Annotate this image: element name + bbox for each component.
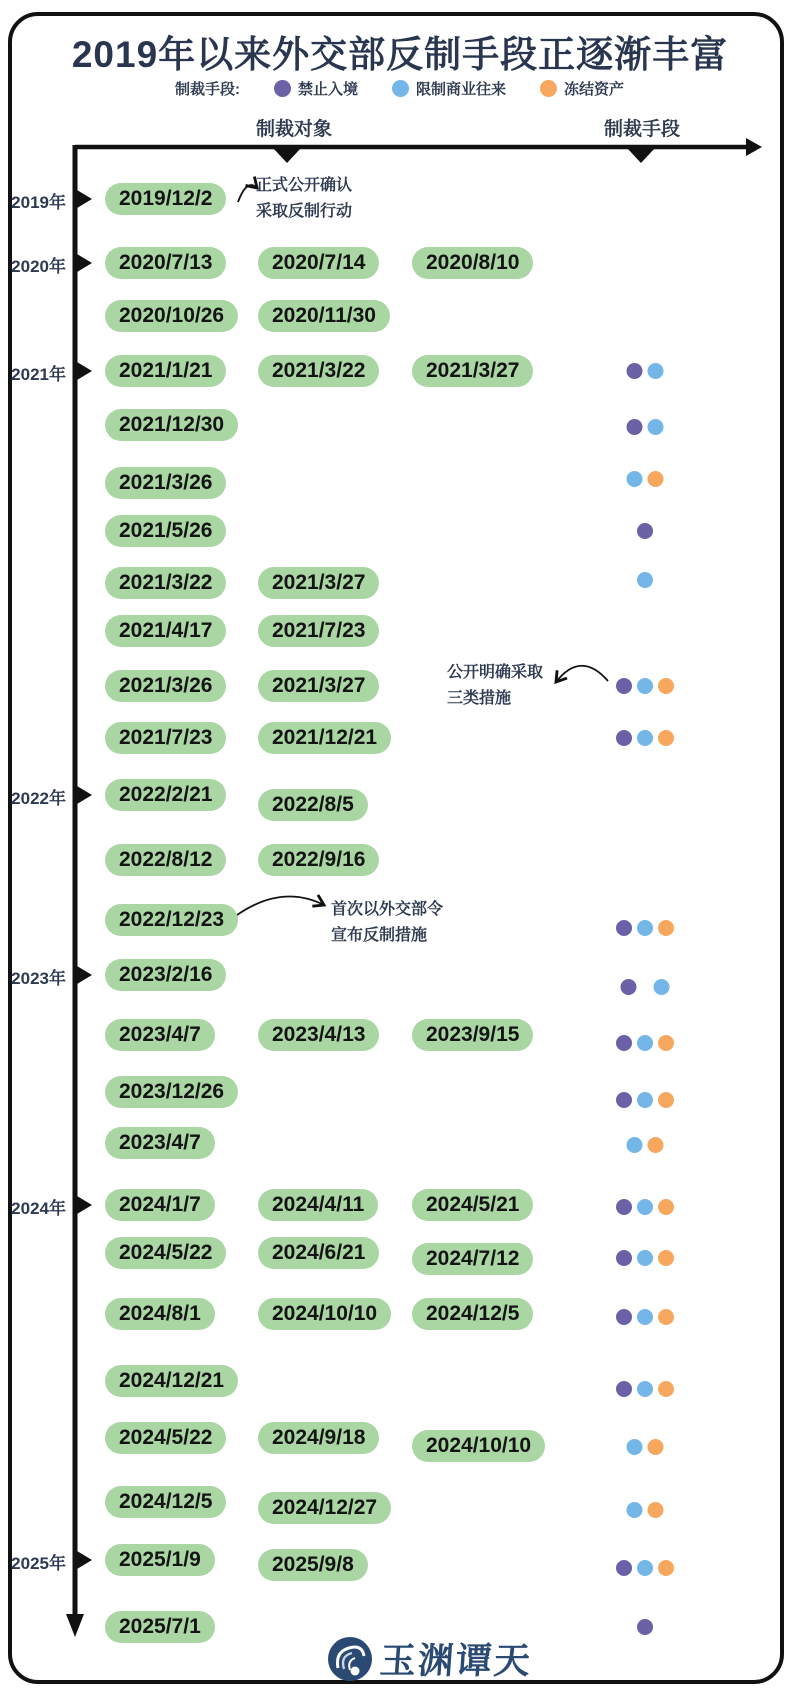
business-measure-dot-icon (637, 1309, 653, 1325)
ban-measure-dot-icon (616, 678, 632, 694)
wave-logo-icon (328, 1637, 372, 1681)
measure-dots (627, 363, 664, 379)
year-label: 2023年 (11, 969, 66, 988)
measure-dots (616, 678, 674, 694)
year-label: 2022年 (11, 789, 66, 808)
measure-dots (621, 979, 670, 995)
year-tick-icon (77, 190, 92, 208)
date-pill: 2021/3/26 (105, 670, 226, 702)
year-tick-icon (77, 1551, 92, 1569)
measure-dots (616, 920, 674, 936)
year-label: 2025年 (11, 1554, 66, 1573)
measure-dots (616, 730, 674, 746)
ban-measure-dot-icon (616, 730, 632, 746)
business-measure-dot-icon (637, 1250, 653, 1266)
business-measure-dot-icon (637, 1092, 653, 1108)
date-pill: 2024/12/21 (105, 1365, 238, 1397)
date-pill: 2025/1/9 (105, 1544, 215, 1576)
date-pill: 2024/5/21 (412, 1189, 533, 1221)
brand-logo-text: 玉渊谭天 (378, 1640, 534, 1682)
business-measure-dot-icon (637, 1381, 653, 1397)
date-pill: 2021/3/22 (105, 567, 226, 599)
date-pill: 2021/3/22 (258, 355, 379, 387)
freeze-measure-dot-icon (658, 1560, 674, 1576)
date-pill: 2022/8/12 (105, 844, 226, 876)
freeze-measure-dot-icon (658, 730, 674, 746)
freeze-measure-dot-icon (658, 678, 674, 694)
date-pill: 2021/4/17 (105, 615, 226, 647)
freeze-measure-dot-icon (658, 1035, 674, 1051)
business-measure-dot-icon (627, 1502, 643, 1518)
annotation-line: 宣布反制措施 (331, 927, 428, 944)
date-pill: 2024/8/1 (105, 1298, 215, 1330)
date-pill: 2024/4/11 (258, 1189, 378, 1221)
ban-measure-dot-icon (616, 920, 632, 936)
date-pill: 2024/5/22 (105, 1422, 226, 1454)
freeze-measure-dot-icon (648, 1439, 664, 1455)
ban-measure-dot-icon (616, 1092, 632, 1108)
business-measure-dot-icon (637, 1560, 653, 1576)
measure-dots (627, 1502, 664, 1518)
date-pill: 2024/1/7 (105, 1189, 215, 1221)
ban-measure-dot-icon (627, 363, 643, 379)
business-measure-dot-icon (627, 471, 643, 487)
annotation-line: 采取反制行动 (256, 203, 353, 220)
business-measure-dot-icon (627, 1137, 643, 1153)
year-label: 2021年 (11, 365, 66, 384)
ban-measure-dot-icon (637, 523, 653, 539)
date-pill: 2023/4/7 (105, 1019, 215, 1051)
date-pill: 2019/12/2 (105, 183, 226, 215)
date-pill: 2024/6/21 (258, 1237, 379, 1269)
brand-logo (328, 1633, 532, 1684)
date-pill: 2024/9/18 (258, 1422, 379, 1454)
date-pill: 2021/3/26 (105, 467, 226, 499)
measure-dots (627, 419, 664, 435)
year-tick-icon (77, 966, 92, 984)
date-pill: 2021/3/27 (412, 355, 533, 387)
year-tick-icon (77, 254, 92, 272)
business-measure-dot-icon (637, 920, 653, 936)
business-measure-dot-icon (627, 1439, 643, 1455)
year-tick-icon (77, 362, 92, 380)
measure-dots (616, 1381, 674, 1397)
freeze-measure-dot-icon (658, 1092, 674, 1108)
date-pill: 2025/9/8 (258, 1549, 368, 1581)
legend-title: 制裁手段: (175, 81, 240, 98)
annotation (331, 897, 443, 949)
business-measure-dot-icon (637, 1199, 653, 1215)
measure-dots (627, 1439, 664, 1455)
ban-measure-dot-icon (627, 419, 643, 435)
ban-measure-dot-icon (616, 1309, 632, 1325)
date-pill: 2022/8/5 (258, 789, 368, 821)
measure-dots (627, 471, 664, 487)
date-pill: 2021/1/21 (105, 355, 226, 387)
freeze-measure-dot-icon (658, 1309, 674, 1325)
annotation-line: 公开明确采取 (447, 664, 544, 681)
measure-dots (616, 1092, 674, 1108)
date-pill: 2021/7/23 (258, 615, 379, 647)
date-pill: 2021/7/23 (105, 722, 226, 754)
date-pill: 2023/9/15 (412, 1019, 533, 1051)
annotation-line: 首次以外交部令 (331, 901, 444, 918)
business-measure-dot-icon (637, 572, 653, 588)
business-measure-dot-icon (648, 419, 664, 435)
annotation-line: 三类措施 (447, 690, 512, 707)
ban-measure-dot-icon (616, 1381, 632, 1397)
legend-item-label: 禁止入境 (298, 81, 359, 98)
freeze-measure-dot-icon (648, 1137, 664, 1153)
year-label: 2020年 (11, 257, 66, 276)
ban-measure-dot-icon (621, 979, 637, 995)
date-pill: 2020/8/10 (412, 247, 533, 279)
date-pill: 2024/10/10 (412, 1430, 545, 1462)
freeze-measure-dot-icon (648, 471, 664, 487)
measure-dots (627, 1137, 664, 1153)
freeze-measure-dot-icon (658, 1199, 674, 1215)
date-pill: 2021/3/27 (258, 567, 379, 599)
date-pill: 2021/5/26 (105, 515, 226, 547)
date-pill: 2024/12/5 (105, 1486, 226, 1518)
measure-dots (637, 1619, 653, 1635)
measure-dots (616, 1560, 674, 1576)
date-pill: 2024/10/10 (258, 1298, 391, 1330)
date-pill: 2020/7/13 (105, 247, 226, 279)
date-pill: 2021/3/27 (258, 670, 379, 702)
date-pill: 2023/4/7 (105, 1127, 215, 1159)
measure-dots (637, 572, 653, 588)
business-measure-dot-icon (648, 363, 664, 379)
business-measure-dot-icon (637, 1035, 653, 1051)
measure-dots (616, 1035, 674, 1051)
date-pill: 2021/12/21 (258, 722, 391, 754)
date-pill: 2024/7/12 (412, 1243, 533, 1275)
date-pill: 2024/12/5 (412, 1298, 533, 1330)
ban-measure-dot-icon (616, 1250, 632, 1266)
date-pill: 2024/12/27 (258, 1492, 391, 1524)
date-pill: 2022/2/21 (105, 779, 226, 811)
date-pill: 2025/7/1 (105, 1611, 215, 1643)
freeze-measure-dot-icon (658, 1381, 674, 1397)
date-pill: 2020/7/14 (258, 247, 379, 279)
date-pill: 2023/4/13 (258, 1019, 379, 1051)
page-title: 2019年以来外交部反制手段正逐渐丰富 (71, 34, 729, 75)
freeze-measure-dot-icon (648, 1502, 664, 1518)
business-measure-dot-icon (637, 730, 653, 746)
ban-measure-dot-icon (616, 1560, 632, 1576)
measure-dots (616, 1309, 674, 1325)
date-pill: 2020/11/30 (258, 300, 390, 332)
date-pill: 2024/5/22 (105, 1237, 226, 1269)
date-pill: 2020/10/26 (105, 300, 238, 332)
freeze-measure-dot-icon (658, 1250, 674, 1266)
annotation (447, 660, 543, 712)
business-measure-dot-icon (637, 678, 653, 694)
ban-measure-dot-icon (616, 1035, 632, 1051)
year-tick-icon (77, 1196, 92, 1214)
measure-dots (616, 1250, 674, 1266)
year-label: 2019年 (11, 193, 66, 212)
measure-dots (616, 1199, 674, 1215)
date-pill: 2022/12/23 (105, 904, 238, 936)
measure-dots (637, 523, 653, 539)
date-pill: 2023/12/26 (105, 1076, 238, 1108)
year-label: 2024年 (11, 1199, 66, 1218)
date-pill: 2021/12/30 (105, 409, 238, 441)
ban-measure-dot-icon (616, 1199, 632, 1215)
column-header-sanction-measures: 制裁手段 (604, 119, 681, 140)
ban-measure-dot-icon (637, 1619, 653, 1635)
date-pill: 2023/2/16 (105, 959, 226, 991)
year-tick-icon (77, 786, 92, 804)
legend-item-label: 冻结资产 (564, 81, 625, 98)
annotation (256, 173, 352, 225)
business-measure-dot-icon (654, 979, 670, 995)
column-header-sanction-targets: 制裁对象 (256, 119, 333, 140)
annotation-line: 正式公开确认 (256, 177, 353, 194)
freeze-measure-dot-icon (658, 920, 674, 936)
date-pill: 2022/9/16 (258, 844, 379, 876)
legend-item-label: 限制商业往来 (416, 81, 507, 98)
